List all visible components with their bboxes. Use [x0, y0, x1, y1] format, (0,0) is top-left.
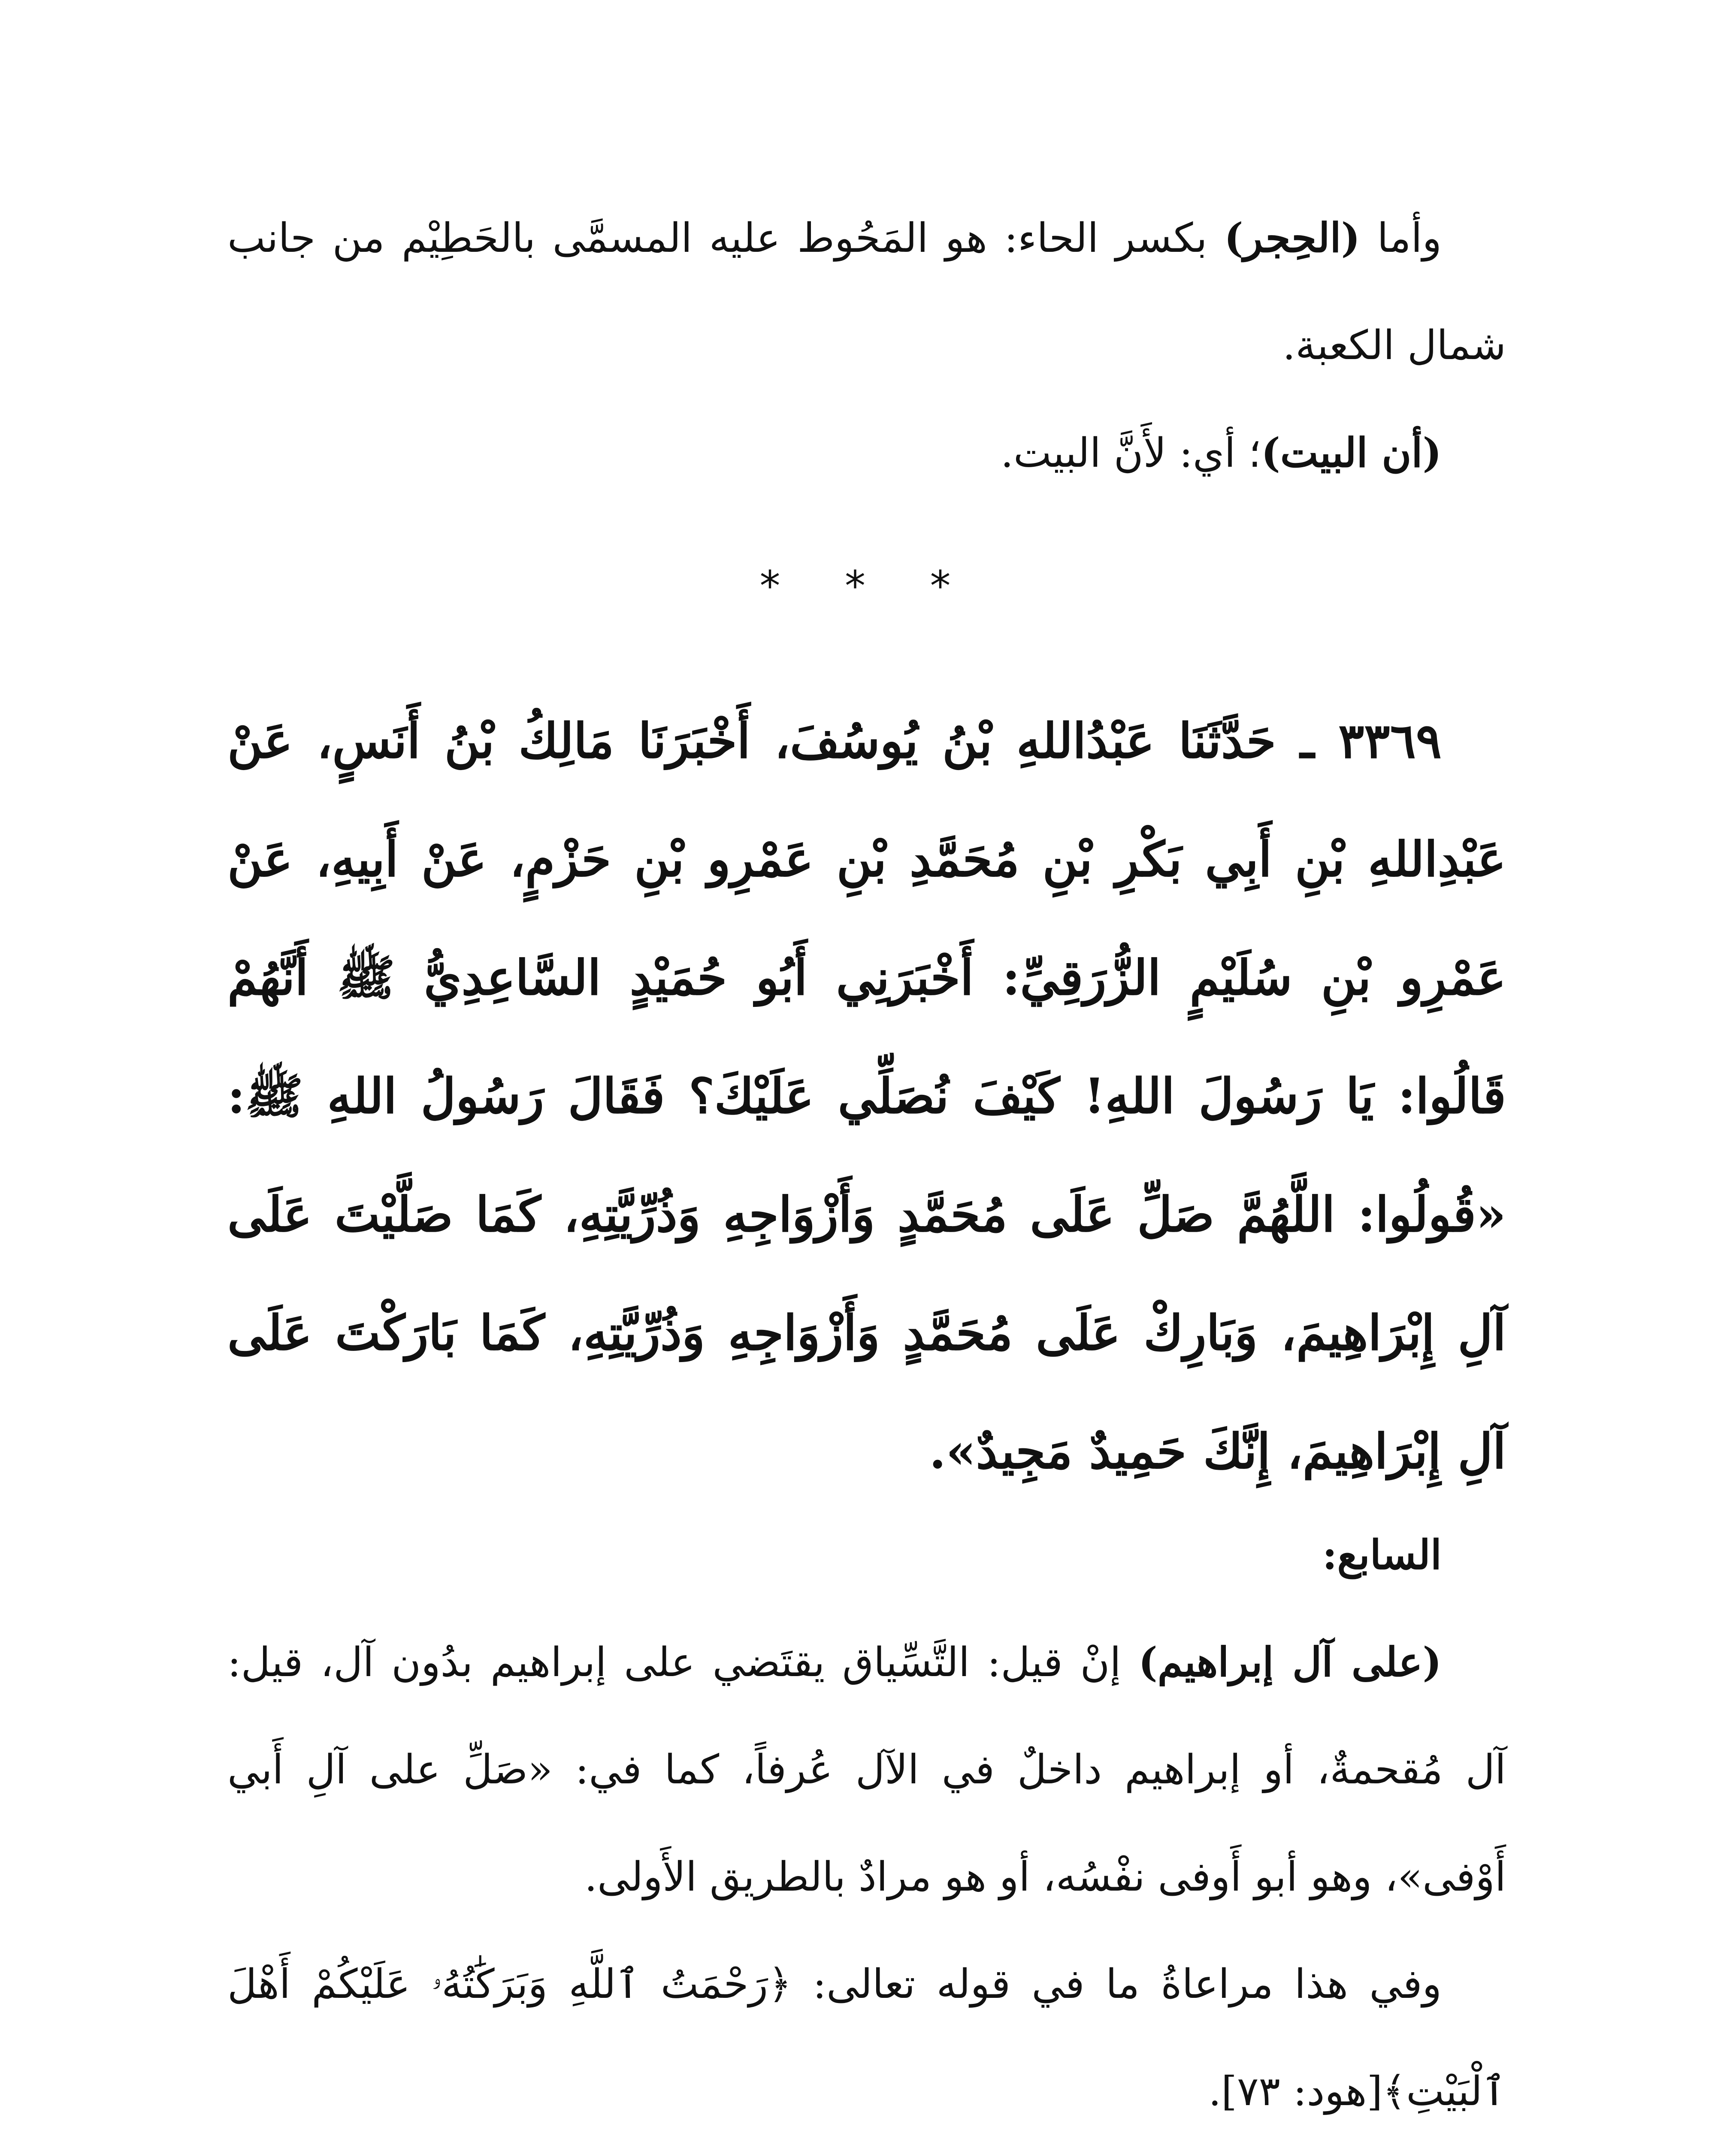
hadith-paragraph — [227, 682, 1506, 1511]
commentary-paragraph-quran: وفي هذا مراعاةُ ما في قوله تعالى: ﴿رَحْمَتُ ٱللَّهِ وَبَرَكَٰتُهُۥ عَلَيْكُمْ أَهْلَ ٱلْبَيْتِ﴾[هود: ٧٣]. — [227, 1961, 1506, 2115]
commentary-text-hijr: بكسر الحاء: هو المَحُوط عليه المسمَّى بالحَطِيْم من جانب شمال الكعبة. — [227, 215, 1506, 369]
commentary-term-hijr: (الحِجر) — [1224, 214, 1361, 262]
bottom-commentary — [227, 1502, 1506, 2145]
hadith-block — [227, 682, 1506, 1511]
commentary-term-al-ibrahim: (على آل إبراهيم) — [1138, 1639, 1442, 1686]
commentary-term-bayt: (أن البيت) — [1261, 429, 1442, 477]
hadith-text: حَدَّثَنَا عَبْدُاللهِ بْنُ يُوسُفَ، أَخْبَرَنَا مَالِكُ بْنُ أَنَسٍ، عَنْ عَبْدِاللهِ بْنِ أَبِي بَكْرِ بْنِ مُحَمَّدِ بْنِ عَمْرِو بْنِ حَزْمٍ، عَنْ أَبِيهِ، عَنْ عَمْرِو بْنِ سُلَيْمٍ الزُّرَقِيِّ: أَخْبَرَنِي أَبُو حُمَيْدٍ السَّاعِدِيُّ ﷺ أَنَّهُمْ قَالُوا: يَا رَسُولَ اللهِ! كَيْفَ نُصَلِّي عَلَيْكَ؟ فَقَالَ رَسُولُ اللهِ ﷺ: «قُولُوا: اللَّهُمَّ صَلِّ عَلَى مُحَمَّدٍ وَأَزْوَاجِهِ وَذُرِّيَّتِهِ، كَمَا صَلَّيْتَ عَلَى آلِ إِبْرَاهِيمَ، وَبَارِكْ عَلَى مُحَمَّدٍ وَأَزْوَاجِهِ وَذُرِّيَّتِهِ، كَمَا بَارَكْتَ عَلَى آلِ إِبْرَاهِيمَ، إِنَّكَ حَمِيدٌ مَجِيدٌ». — [227, 713, 1506, 1480]
hadith-number: ٣٣٦٩ — [1338, 713, 1442, 769]
commentary-paragraph-hijr — [227, 184, 1506, 399]
hadith-dash: ـ — [1276, 713, 1339, 769]
intro-word: وأما — [1360, 215, 1442, 262]
section-separator-top: * * * — [759, 562, 977, 610]
commentary-paragraph-al-ibrahim — [227, 1609, 1506, 1931]
top-commentary — [227, 184, 1506, 507]
commentary-text-al-ibrahim: إنْ قيل: التَّسِّياق يقتَضي على إبراهيم بدُون آل، قيل: آل مُقحمةٌ، أو إبراهيم داخلٌ في الآل عُرفاً، كما في: «صَلِّ على آلِ أَبي أَوْفى»، وهو أبو أَوفى نفْسُه، أو هو مرادٌ بالطريق الأَولى. — [227, 1639, 1506, 1900]
commentary-text-bayt: ؛ أي: لأَنَّ البيت. — [1001, 430, 1261, 477]
section-heading: السابع: — [1322, 1532, 1442, 1579]
commentary-paragraph-bayt — [227, 399, 1506, 507]
